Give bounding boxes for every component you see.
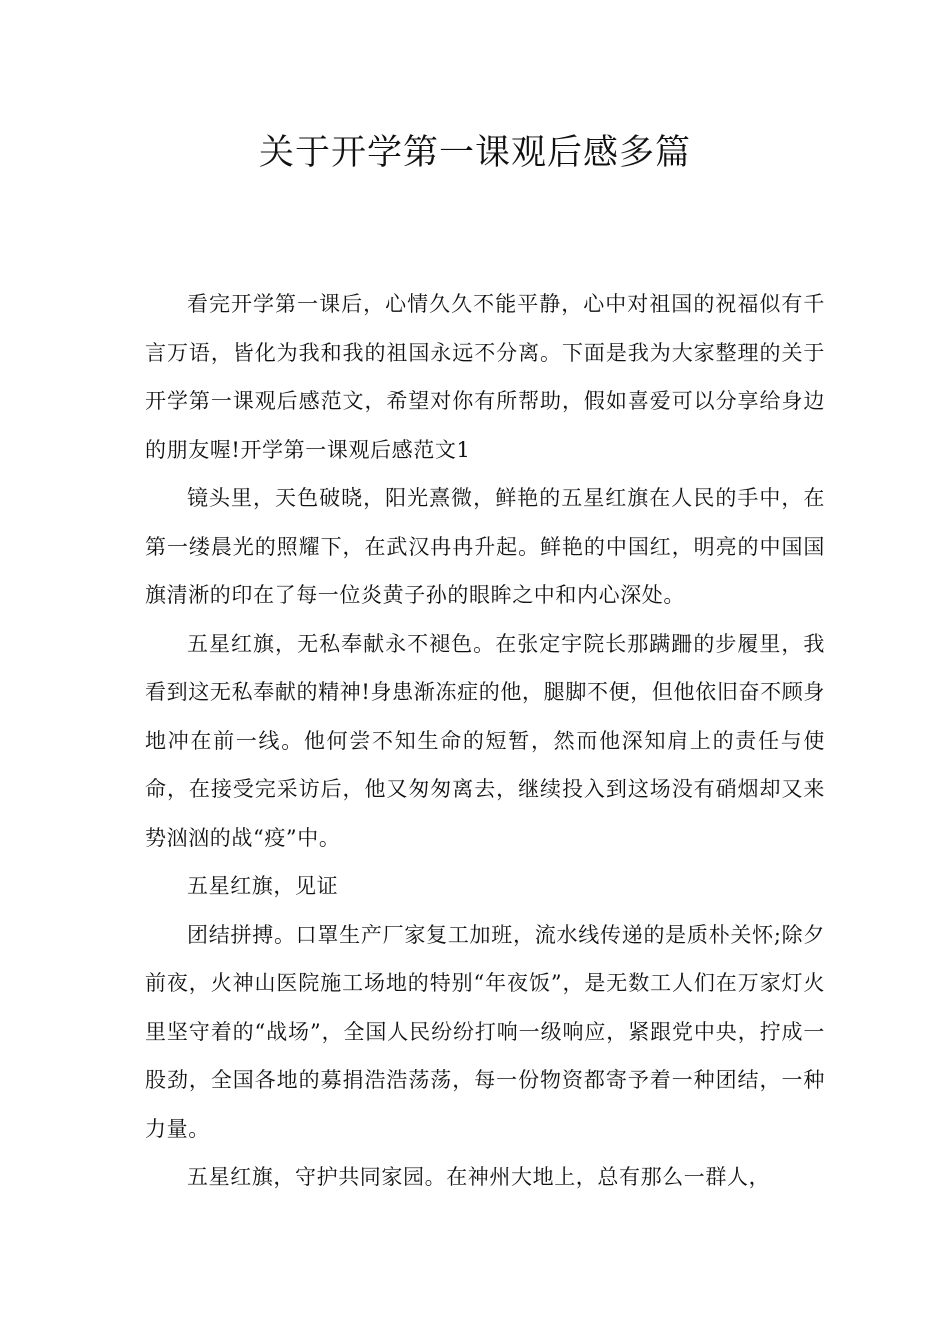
document-title: 关于开学第一课观后感多篇 <box>258 133 691 173</box>
paragraph-witness: 五星红旗，见证 <box>187 874 339 898</box>
paragraph-homeland: 五星红旗，守护共同家园。在神州大地上，总有那么一群人， <box>187 1165 771 1189</box>
paragraph-flag-raising: 镜头里，天色破晓，阳光熹微，鲜艳的五星红旗在人民的手中，在第一缕晨光的照耀下，在武汉冉冉升起。鲜艳的中国红，明亮的中国国旗清淅的印在了每一位炎黄子孙的眼眸之中和内心深处。 <box>145 486 825 607</box>
paragraph-unity: 团结拼搏。口罩生产厂家复工加班，流水线传递的是质朴关怀;除夕前夜，火神山医院施工场地的特别“年夜饭”，是无数工人们在万家灯火里坚守着的“战场”，全国人民纷纷打响一级响应，紧跟党中央，拧成一股劲，全国各地的募捐浩浩荡荡，每一份物资都寄予着一种团结，一种力量。 <box>145 922 825 1141</box>
paragraph-intro: 看完开学第一课后，心情久久不能平静，心中对祖国的祝福似有千言万语，皆化为我和我的祖国永远不分离。下面是我为大家整理的关于开学第一课观后感范文，希望对你有所帮助，假如喜爱可以分享给身边的朋友喔!开学第一课观后感范文1 <box>145 292 825 462</box>
paragraph-dedication: 五星红旗，无私奉献永不褪色。在张定宇院长那蹒跚的步履里，我看到这无私奉献的精神!身患渐冻症的他，腿脚不便，但他依旧奋不顾身地冲在前一线。他何尝不知生命的短暂，然而他深知肩上的责任与使命，在接受完采访后，他又匆匆离去，继续投入到这场没有硝烟却又来势汹汹的战“疫”中。 <box>145 631 825 850</box>
document-body <box>145 280 825 1202</box>
